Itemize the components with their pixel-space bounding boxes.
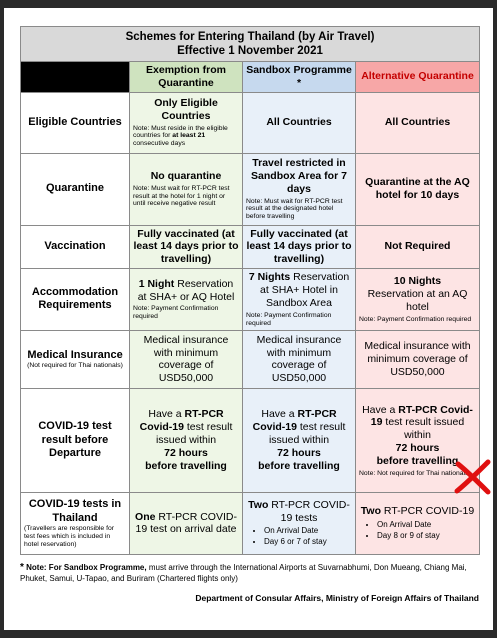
accommodation-exemption-note: Note: Payment Confirmation required xyxy=(133,305,219,321)
insurance-label-note: (Not required for Thai nationals) xyxy=(27,362,123,370)
right-frame-border xyxy=(493,0,497,638)
covid-thailand-alternative-list xyxy=(359,520,476,542)
cell-quarantine-alternative: Quarantine at the AQ hotel for 10 days xyxy=(356,153,480,225)
covid-before-alternative-note: Note: Not required for Thai nationals xyxy=(359,469,469,477)
red-x-mark-icon xyxy=(452,456,494,498)
cell-vaccination-alternative: Not Required xyxy=(356,225,480,268)
schemes-table xyxy=(20,26,480,555)
row-label-eligible: Eligible Countries xyxy=(21,92,130,153)
sandbox-footnote xyxy=(20,561,479,585)
table-row xyxy=(21,268,480,330)
cell-vaccination-sandbox: Fully vaccinated (at least 14 days prior to travelling) xyxy=(243,225,356,268)
list-item: • On Arrival Date xyxy=(377,520,476,531)
cell-eligible-sandbox: All Countries xyxy=(243,92,356,153)
quarantine-exemption-main: No quarantine xyxy=(150,169,222,182)
cell-covid-before-sandbox: Have a RT-PCR Covid-19 test result issued within 72 hours before travelling xyxy=(243,388,356,492)
footnote-lead: Note: For Sandbox Programme, xyxy=(26,562,147,572)
cell-quarantine-exemption xyxy=(130,153,243,225)
table-title xyxy=(21,27,480,62)
cell-eligible-alternative: All Countries xyxy=(356,92,480,153)
left-frame-border xyxy=(0,0,4,638)
title-line-2: Effective 1 November 2021 xyxy=(177,45,323,57)
cell-covid-thailand-alternative: Two RT-PCR COVID-19 • On Arrival Date • Day 8 or 9 of stay xyxy=(356,492,480,554)
covid-thailand-sandbox-list xyxy=(246,526,352,548)
document xyxy=(20,26,479,603)
cell-covid-before-alternative: Have a RT-PCR Covid-19 test result issued within 72 hours before travelling Note: Not required for Thai nationals xyxy=(356,388,480,492)
cell-insurance-exemption: Medical insurance with minimum coverage of USD50,000 xyxy=(130,330,243,388)
row-label-quarantine: Quarantine xyxy=(21,153,130,225)
top-frame-border xyxy=(0,0,497,8)
bottom-frame-border xyxy=(0,630,497,638)
quarantine-exemption-note: Note: Must wait for RT-PCR test result at the hotel for 1 night or until receive negative result xyxy=(133,184,230,208)
header-sandbox: Sandbox Programme * xyxy=(243,62,356,93)
eligible-exemption-note: Note: Must reside in the eligible countries for at least 21 consecutive days xyxy=(133,124,228,148)
row-label-insurance: Medical Insurance (Not required for Thai nationals) xyxy=(21,330,130,388)
cell-insurance-alternative: Medical insurance with minimum coverage of USD50,000 xyxy=(356,330,480,388)
list-item: • On Arrival Date xyxy=(264,526,352,537)
covid-thailand-label-note: (Travellers are responsible for test fees which is included in hotel reservation) xyxy=(24,525,115,548)
table-row xyxy=(21,92,480,153)
header-exemption: Exemption from Quarantine xyxy=(130,62,243,93)
title-line-1: Schemes for Entering Thailand (by Air Travel) xyxy=(125,30,375,43)
header-alternative: Alternative Quarantine xyxy=(356,62,480,93)
cell-covid-thailand-sandbox: Two RT-PCR COVID-19 tests • On Arrival Date • Day 6 or 7 of stay xyxy=(243,492,356,554)
row-label-vaccination: Vaccination xyxy=(21,225,130,268)
list-item: • Day 8 or 9 of stay xyxy=(377,531,476,542)
table-row xyxy=(21,225,480,268)
row-label-covid-thailand: COVID-19 tests in Thailand (Travellers are responsible for test fees which is included in hotel reservation) xyxy=(21,492,130,554)
accommodation-alternative-note: Note: Payment Confirmation required xyxy=(359,315,472,323)
quarantine-sandbox-main: Travel restricted in Sandbox Area for 7 days xyxy=(251,157,347,195)
table-row xyxy=(21,153,480,225)
footnote-text: must arrive through the International Airports at Suvarnabhumi, Don Mueang, Chiang Mai, Phuket, Samui, U-Tapao, and Buriram (Chartered flights only) xyxy=(20,562,467,584)
table-row xyxy=(21,388,480,492)
table-row xyxy=(21,330,480,388)
cell-accommodation-sandbox: 7 Nights Reservation at SHA+ Hotel in Sandbox Area Note: Payment Confirmation required xyxy=(243,268,356,330)
accommodation-sandbox-note: Note: Payment Confirmation required xyxy=(246,311,332,327)
quarantine-sandbox-note: Note: Must wait for RT-PCR test result at the designated hotel before travelling xyxy=(246,197,343,221)
eligible-exemption-main: Only Eligible Countries xyxy=(154,97,218,122)
row-label-accommodation: Accommodation Requirements xyxy=(21,268,130,330)
cell-quarantine-sandbox xyxy=(243,153,356,225)
table-row xyxy=(21,492,480,554)
cell-eligible-exemption xyxy=(130,92,243,153)
cell-covid-before-exemption: Have a RT-PCR Covid-19 test result issued within 72 hours before travelling xyxy=(130,388,243,492)
list-item: • Day 6 or 7 of stay xyxy=(264,537,352,548)
cell-accommodation-exemption: 1 Night Reservation at SHA+ or AQ Hotel Note: Payment Confirmation required xyxy=(130,268,243,330)
blank-header-cell xyxy=(21,62,130,93)
cell-insurance-sandbox: Medical insurance with minimum coverage of USD50,000 xyxy=(243,330,356,388)
footnote-star: * xyxy=(20,561,24,573)
cell-accommodation-alternative: 10 Nights Reservation at an AQ hotel Note: Payment Confirmation required xyxy=(356,268,480,330)
department-credit: Department of Consular Affairs, Ministry of Foreign Affairs of Thailand xyxy=(195,593,479,604)
cell-vaccination-exemption: Fully vaccinated (at least 14 days prior to travelling) xyxy=(130,225,243,268)
row-label-covid-before: COVID-19 test result before Departure xyxy=(21,388,130,492)
cell-covid-thailand-exemption: One RT-PCR COVID-19 test on arrival date xyxy=(130,492,243,554)
